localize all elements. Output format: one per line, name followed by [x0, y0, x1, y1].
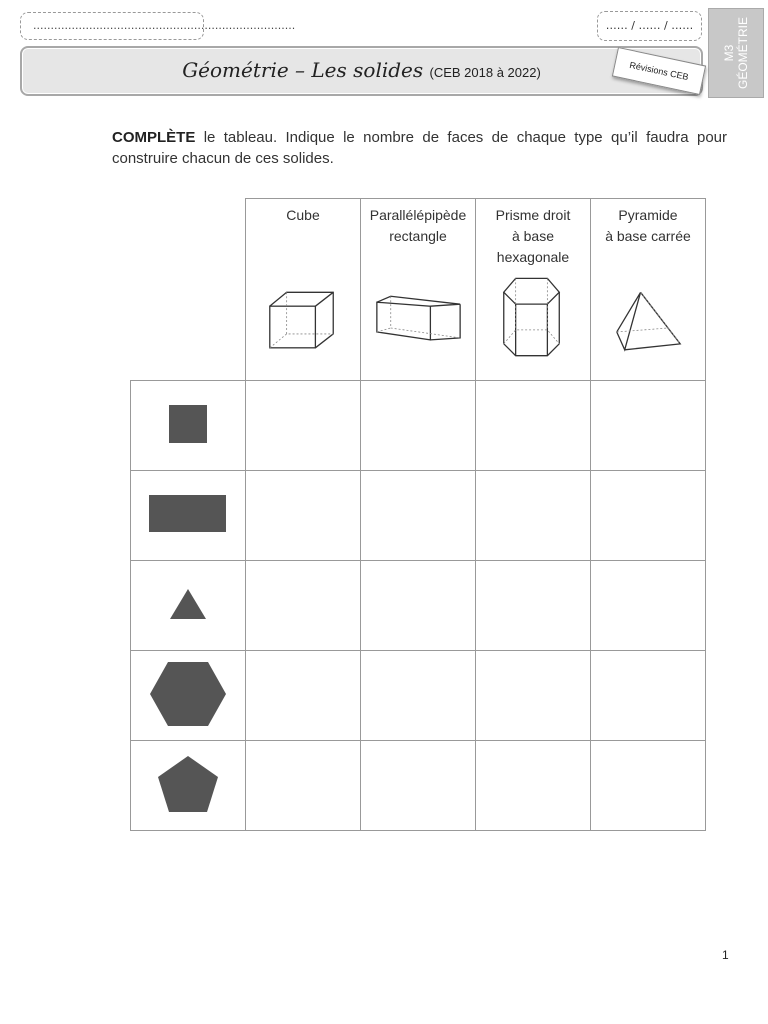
column-rectangular-prism — [361, 199, 476, 381]
square-pyramid-icon — [591, 292, 705, 362]
column-label — [591, 199, 705, 247]
solids-table — [130, 198, 706, 831]
answer-cell[interactable] — [476, 651, 591, 741]
column-label-line: Pyramide — [618, 207, 678, 223]
answer-cell[interactable] — [476, 471, 591, 561]
title-sub: (CEB 2018 à 2022) — [429, 65, 541, 80]
row-shape-cell — [131, 561, 246, 651]
table-row — [131, 651, 706, 741]
table-header-row — [131, 199, 706, 381]
instruction — [112, 127, 727, 169]
answer-cell[interactable] — [246, 561, 361, 651]
answer-cell[interactable] — [591, 381, 706, 471]
page-title — [22, 58, 701, 82]
hexagonal-prism-icon — [476, 274, 590, 364]
answer-cell[interactable] — [476, 741, 591, 831]
answer-cell[interactable] — [361, 741, 476, 831]
answer-cell[interactable] — [246, 651, 361, 741]
cube-icon — [246, 292, 360, 362]
table-row — [131, 561, 706, 651]
row-shape-cell — [131, 381, 246, 471]
column-label-line: hexagonale — [496, 249, 570, 265]
answer-cell[interactable] — [476, 561, 591, 651]
answer-cell[interactable] — [246, 381, 361, 471]
column-label-line: à base — [511, 228, 555, 244]
table-row — [131, 471, 706, 561]
revision-stamp: Révisions CEB — [612, 47, 706, 95]
answer-cell[interactable] — [476, 381, 591, 471]
column-label-line: rectangle — [389, 228, 447, 244]
title-main: Géométrie – Les solides — [182, 58, 424, 82]
page-number: 1 — [722, 948, 729, 962]
square-icon — [158, 394, 218, 454]
column-cube — [246, 199, 361, 381]
answer-cell[interactable] — [361, 651, 476, 741]
column-label-line: à base carrée — [605, 228, 691, 244]
column-label — [476, 199, 590, 268]
answer-cell[interactable] — [361, 381, 476, 471]
table-row — [131, 741, 706, 831]
triangle-icon — [168, 587, 208, 621]
rectangle-icon — [148, 494, 228, 534]
table-row — [131, 381, 706, 471]
rectangular-prism-icon — [361, 292, 475, 362]
side-tab — [708, 8, 764, 98]
column-label-line: Parallélépipède — [369, 207, 467, 223]
instruction-keyword: COMPLÈTE — [112, 129, 196, 146]
answer-cell[interactable] — [591, 561, 706, 651]
title-bar — [20, 46, 703, 96]
column-square-pyramid — [591, 199, 706, 381]
name-field[interactable]: ........................................................................... — [20, 12, 204, 40]
answer-cell[interactable] — [591, 651, 706, 741]
column-hexagonal-prism — [476, 199, 591, 381]
instruction-text: le tableau. Indique le nombre de faces de chaque type qu’il faudra pour construire chacun de ces solides. — [112, 129, 727, 167]
side-tab-subject: GÉOMÉTRIE — [736, 16, 750, 90]
answer-cell[interactable] — [361, 471, 476, 561]
column-label — [246, 199, 360, 226]
row-shape-cell — [131, 651, 246, 741]
answer-cell[interactable] — [246, 471, 361, 561]
column-label-line: Cube — [286, 207, 320, 223]
hexagon-icon — [149, 661, 227, 727]
side-tab-text — [722, 17, 750, 89]
date-field[interactable]: …… / …… / …… — [597, 11, 702, 41]
column-label-line: Prisme droit — [495, 207, 571, 223]
pentagon-icon — [156, 754, 220, 814]
row-shape-cell — [131, 471, 246, 561]
answer-cell[interactable] — [591, 741, 706, 831]
answer-cell[interactable] — [246, 741, 361, 831]
side-tab-code: M3 — [722, 44, 736, 62]
table-corner — [131, 199, 246, 381]
answer-cell[interactable] — [361, 561, 476, 651]
answer-cell[interactable] — [591, 471, 706, 561]
row-shape-cell — [131, 741, 246, 831]
column-label — [361, 199, 475, 247]
